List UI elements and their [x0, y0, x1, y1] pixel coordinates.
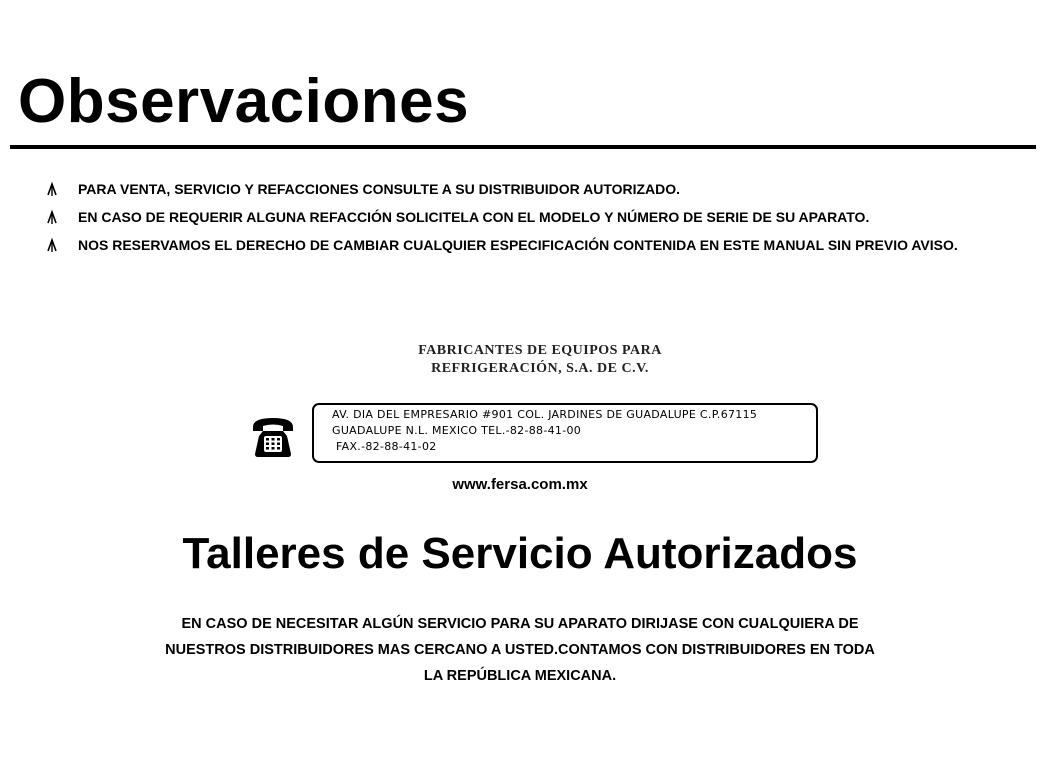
page-title: Observaciones	[18, 67, 470, 136]
website-link[interactable]: www.fersa.com.mx	[452, 476, 588, 493]
title-divider	[10, 145, 1036, 149]
service-line: LA REPÚBLICA MEXICANA.	[423, 668, 617, 684]
company-name	[280, 342, 800, 378]
address-line: GUADALUPE N.L. MEXICO TEL.-82-88-41-00	[332, 424, 582, 437]
section-title: Talleres de Servicio Autorizados	[182, 529, 858, 578]
arrow-up-icon	[44, 206, 60, 228]
telephone-icon	[250, 414, 296, 460]
observations-list	[44, 178, 1012, 262]
observation-text: EN CASO DE REQUERIR ALGUNA REFACCIÓN SOLICITELA CON EL MODELO Y NÚMERO DE SERIE DE SU APARATO.	[78, 209, 870, 225]
arrow-up-icon	[44, 178, 60, 200]
service-line: EN CASO DE NECESITAR ALGÚN SERVICIO PARA SU APARATO DIRIJASE CON CUALQUIERA DE	[181, 616, 859, 632]
company-name-line2: REFRIGERACIÓN, S.A. DE C.V.	[431, 361, 649, 376]
service-line: NUESTROS DISTRIBUIDORES MAS CERCANO A USTED.CONTAMOS CON DISTRIBUIDORES EN TODA	[165, 642, 875, 658]
address-box	[312, 403, 818, 463]
service-paragraph	[40, 611, 1000, 689]
observation-text: NOS RESERVAMOS EL DERECHO DE CAMBIAR CUALQUIER ESPECIFICACIÓN CONTENIDA EN ESTE MANUAL SIN PREVIO AVISO.	[78, 237, 958, 253]
observation-item	[44, 178, 1012, 200]
fax-line: FAX.-82-88-41-02	[336, 440, 437, 453]
observation-item	[44, 206, 1012, 228]
address-line: AV. DIA DEL EMPRESARIO #901 COL. JARDINES DE GUADALUPE C.P.67115	[332, 408, 758, 421]
company-name-line1: FABRICANTES DE EQUIPOS PARA	[418, 343, 662, 358]
observation-item	[44, 234, 1012, 256]
arrow-up-icon	[44, 234, 60, 256]
observation-text: PARA VENTA, SERVICIO Y REFACCIONES CONSULTE A SU DISTRIBUIDOR AUTORIZADO.	[78, 181, 681, 197]
